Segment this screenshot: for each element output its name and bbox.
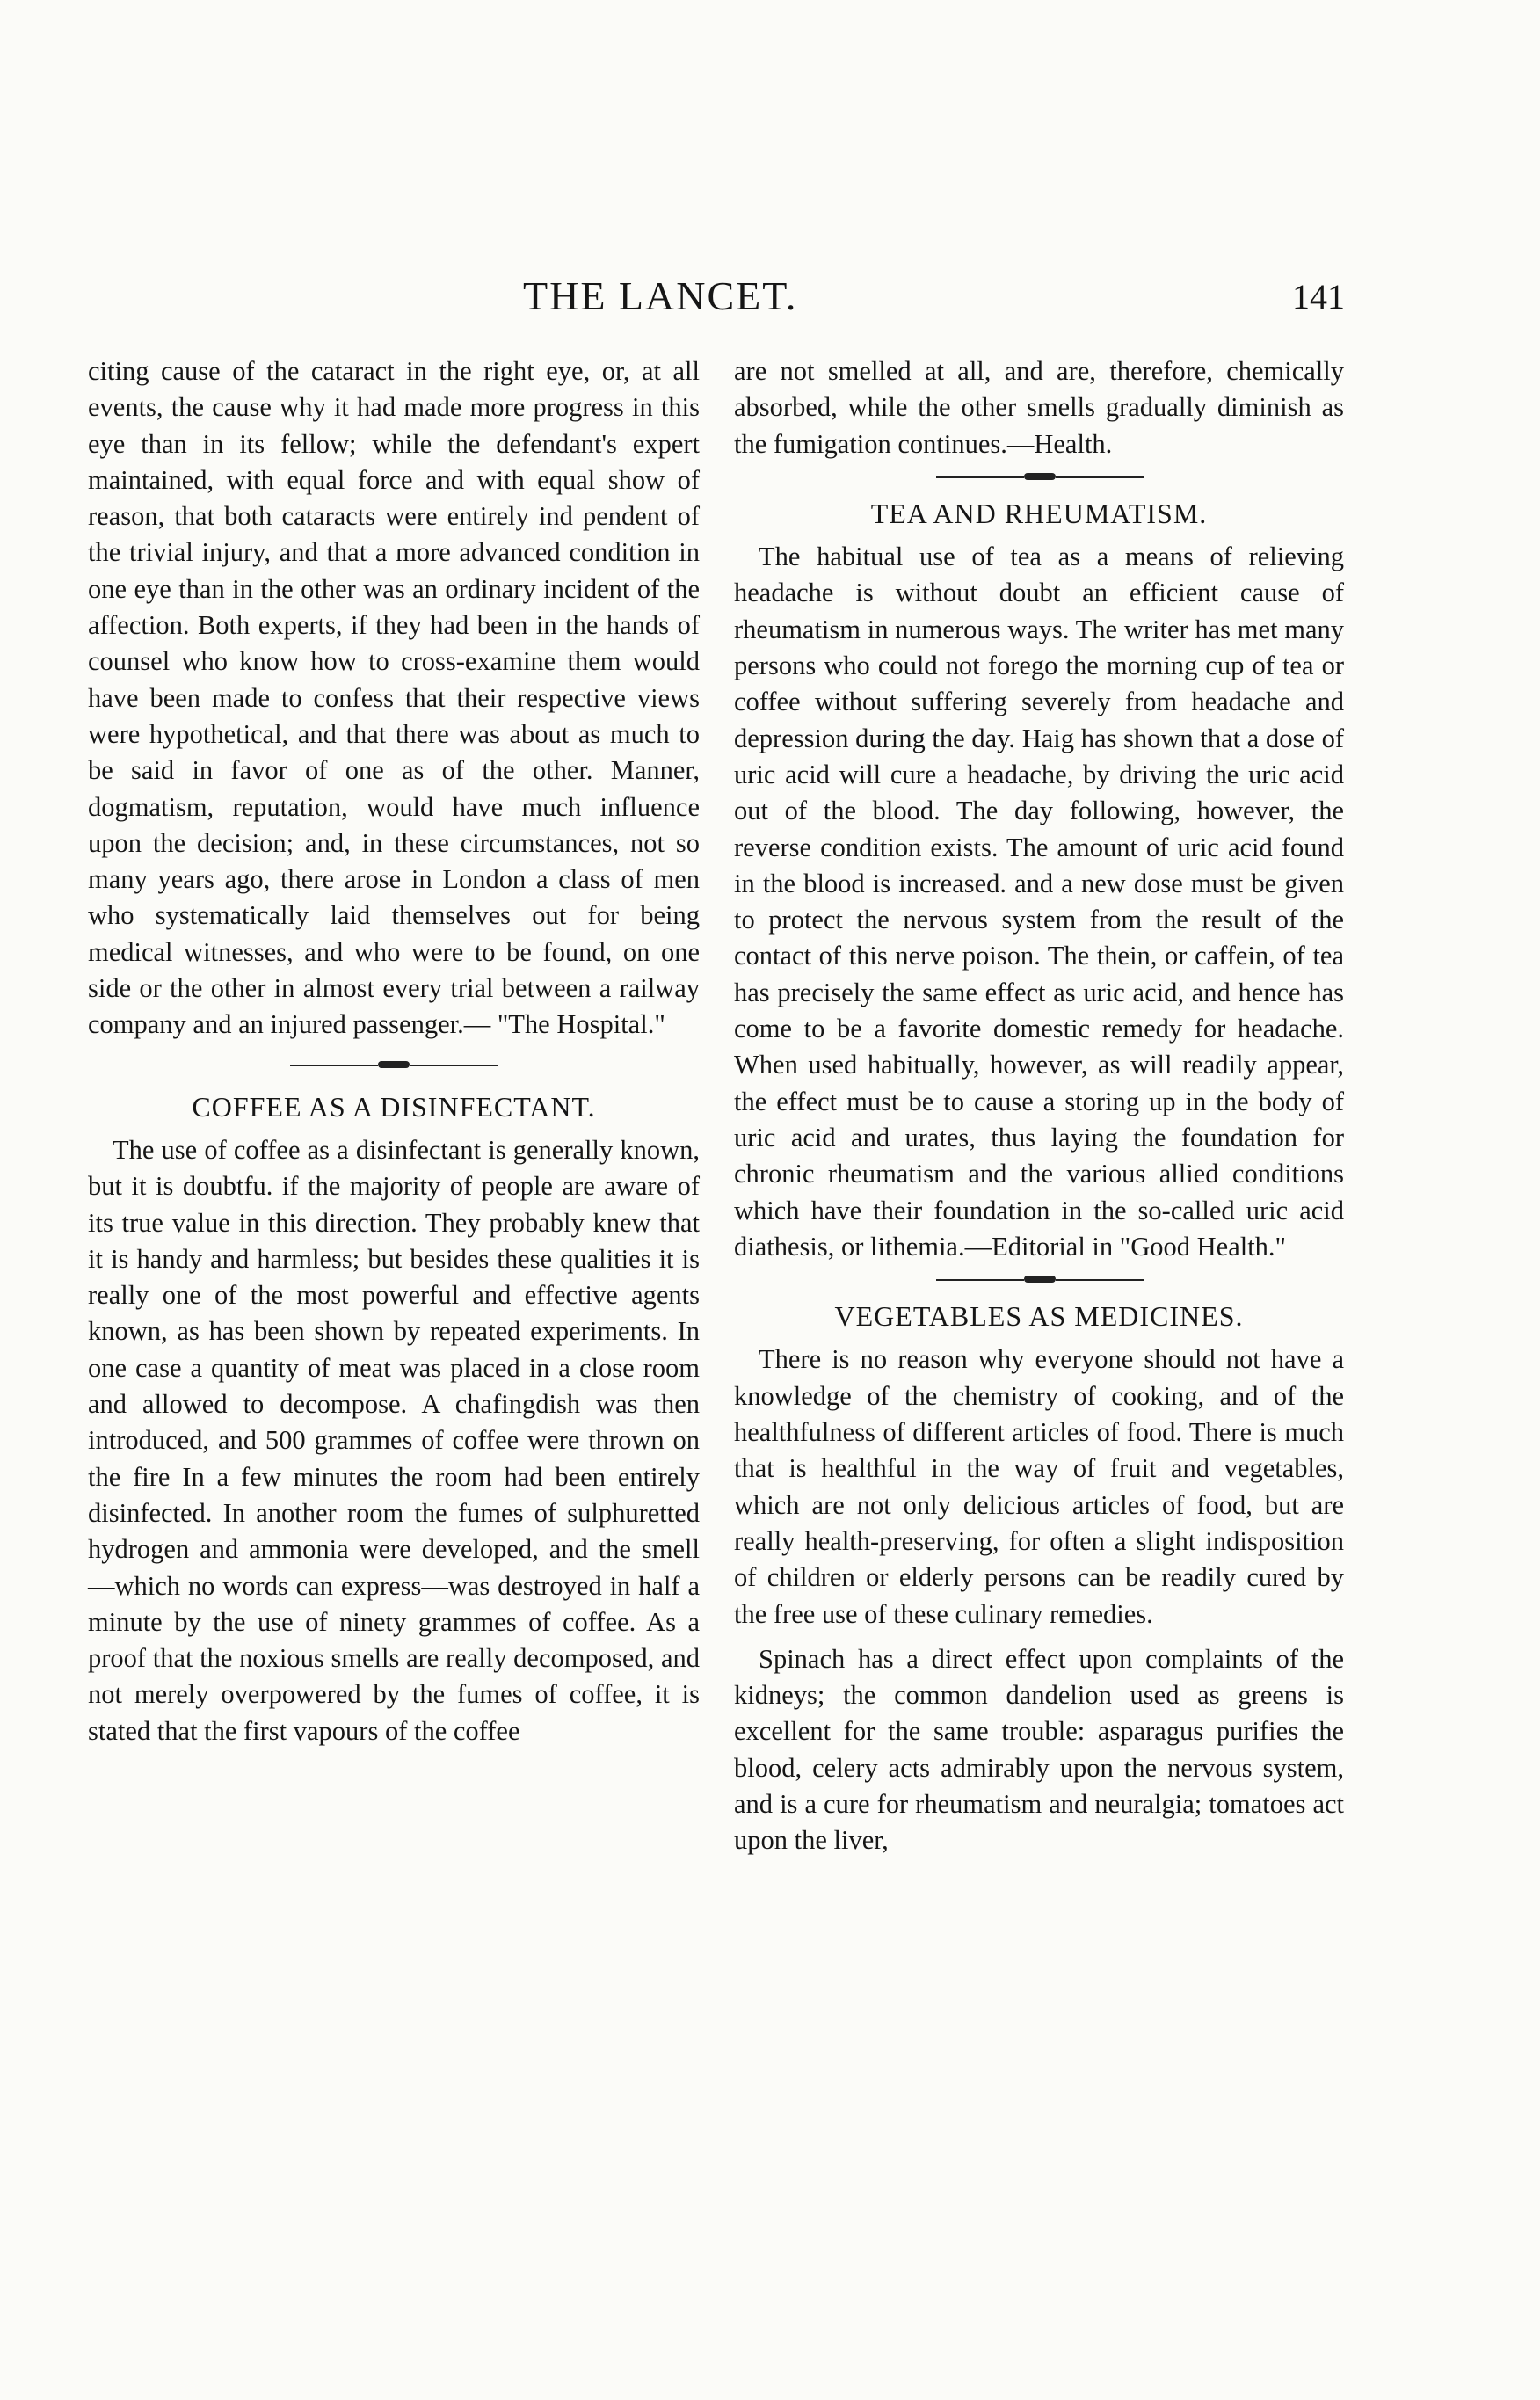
separator-rule-right <box>1056 1279 1144 1281</box>
hospital-article-continuation: citing cause of the cataract in the right eye, or, at all events, the cause why it had made more progress in this eye than in its fellow; while the defendant's expert maintained, with equal force and with equal show of reason, that both cataracts were entirely ind pendent of the trivial injury, and that a more advanced condition in one eye than in the other was an ordinary incident of the affection. Both experts, if they had been in the hands of counsel who know how to cross-examine them would have been made to confess that their respective views were hypothetical, and that there was about as much to be said in favor of one as of the other. Manner, dogmatism, reputation, would have much influence upon the decision; and, in these circumstances, not so many years ago, there arose in London a class of men who systematically laid themselves out for being medical witnesses, and who were to be found, on one side or the other in almost every trial between a railway company and an injured passenger.— "The Hospital." <box>88 356 700 1040</box>
separator-ornament <box>1024 473 1056 480</box>
heading-tea-rheumatism: TEA AND RHEUMATISM. <box>870 497 1208 529</box>
separator-ornament <box>378 1061 410 1068</box>
left-column <box>88 353 700 1749</box>
separator-rule-left <box>936 476 1024 478</box>
heading-vegetables-medicines: VEGETABLES AS MEDICINES. <box>834 1300 1244 1333</box>
page-number: 141 <box>1292 277 1345 316</box>
section-separator <box>734 466 1344 489</box>
separator-rule-left <box>290 1065 378 1066</box>
section-separator <box>734 1269 1344 1291</box>
tea-article-body: The habitual use of tea as a means of relieving headache is without doubt an efficient cause of rheumatism in numerous ways. The writer has met many persons who could not forego the morning cup of tea or coffee without suffering severely from headache and depression during the day. Haig has shown that a dose of uric acid will cure a headache, by driving the uric acid out of the blood. The day following, however, the reverse condition exists. The amount of uric acid found in the blood is increased. and a new dose must be given to protect the nervous system from the result of the contact of this nerve poison. The thein, or caffein, of tea has precisely the same effect as uric acid, and hence has come to be a favorite domestic remedy for headache. When used habitually, however, as will readily appear, the effect must be to cause a storing up in the body of uric acid and urates, thus laying the foundation for chronic rheumatism and the various allied conditions which have their foundation in the so-called uric acid diathesis, or lithemia.—Editorial in "Good Health." <box>734 542 1344 1262</box>
running-title: THE LANCET. <box>523 273 798 318</box>
separator-rule-right <box>1056 476 1144 478</box>
vegetables-article-para-1: There is no reason why everyone should not have a knowledge of the chemistry of cooking, and of the healthfulness of different articles of food. There is much that is healthful in the way of fruit and vegetables, which are not only delicious articles of food, but are really health-preserving, for often a slight indisposition of children or elderly persons can be readily cured by the free use of these culinary remedies. <box>734 1344 1344 1629</box>
vegetables-article-para-2: Spinach has a direct effect upon complaints of the kidneys; the common dandelion used as greens is excellent for the same trouble: asparagus purifies the blood, celery acts admirably upon the nervous system, and is a cure for rheumatism and neuralgia; tomatoes act upon the liver, <box>734 1643 1344 1856</box>
separator-rule-right <box>410 1065 498 1066</box>
coffee-article-continuation: are not smelled at all, and are, therefore, chemically absorbed, while the other smells gradually diminish as the fumigation continues.—Health. <box>734 356 1344 459</box>
right-column <box>734 353 1344 1859</box>
section-separator <box>88 1054 700 1077</box>
separator-rule-left <box>936 1279 1024 1281</box>
separator-ornament <box>1024 1276 1056 1283</box>
heading-coffee-disinfectant: COFFEE AS A DISINFECTANT. <box>192 1090 596 1123</box>
page-header <box>0 273 1540 325</box>
coffee-article-body: The use of coffee as a disinfectant is generally known, but it is doubtfu. if the majority of people are aware of its true value in this direction. They probably knew that it is handy and harmless; but besides these qualities it is really one of the most powerful and effective agents known, as has been shown by repeated experiments. In one case a quantity of meat was placed in a close room and allowed to decompose. A chafingdish was then introduced, and 500 grammes of coffee were thrown on the fire In a few minutes the room had been entirely disinfected. In another room the fumes of sulphuretted hydrogen and ammonia were developed, and the smell—which no words can express—was destroyed in half a minute by the use of ninety grammes of coffee. As a proof that the noxious smells are really decomposed, and not merely overpowered by the fumes of coffee, it is stated that the first vapours of the coffee <box>88 1134 700 1746</box>
